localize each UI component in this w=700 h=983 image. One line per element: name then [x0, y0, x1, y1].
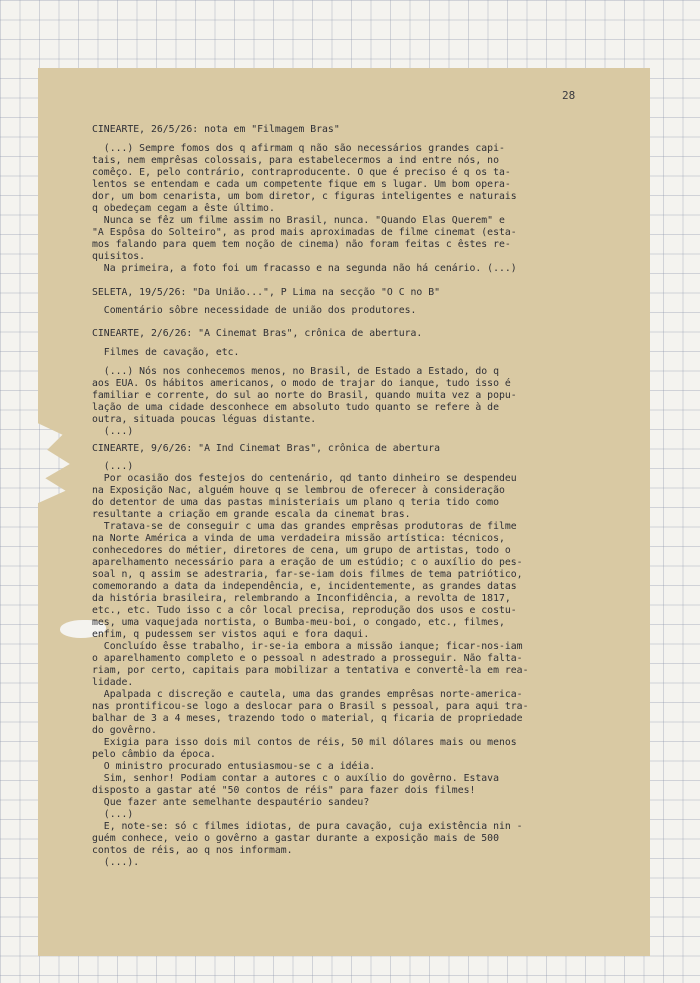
- text-line: O ministro procurado entusiasmou-se c a idéia.: [92, 761, 376, 772]
- text-line: o aparelhamento completo e o pessoal n adestrado a prosseguir. Não falta-: [92, 653, 523, 664]
- text-line: pelo câmbio da época.: [92, 749, 216, 760]
- text-line: Nunca se fêz um filme assim no Brasil, nunca. "Quando Elas Querem" e: [92, 215, 505, 226]
- text-line: do govêrno.: [92, 725, 157, 736]
- text-line: "A Espôsa do Solteiro", as prod mais aproximadas de filme cinemat (esta-: [92, 227, 517, 238]
- text-line: CINEARTE, 2/6/26: "A Cinemat Bras", crônica de abertura.: [92, 328, 423, 339]
- text-line: aparelhamento necessário para a eração de um estúdio; c o auxílio do pes-: [92, 557, 523, 568]
- text-line: Apalpada c discreção e cautela, uma das grandes emprêsas norte-america-: [92, 689, 523, 700]
- text-line: (...) Sempre fomos dos q afirmam q não são necessários grandes capi-: [92, 143, 505, 154]
- text-line: soal n, q assim se adestraria, far-se-iam dois filmes de tema patriótico,: [92, 569, 523, 580]
- text-line: SELETA, 19/5/26: "Da União...", P Lima na secção "O C no B": [92, 287, 440, 298]
- text-line: lação de uma cidade desconhece em absoluto tudo quanto se refere à de: [92, 402, 499, 413]
- text-line: Concluído êsse trabalho, ir-se-ia embora a missão ianque; ficar-nos-iam: [92, 641, 523, 652]
- text-line: etc., etc. Tudo isso c a côr local precisa, reprodução dos usos e costu-: [92, 605, 517, 616]
- text-line: resultante a criação em grande escala da cinemat bras.: [92, 509, 411, 520]
- text-line: Por ocasião dos festejos do centenário, qd tanto dinheiro se despendeu: [92, 473, 517, 484]
- text-line: mos falando para quem tem noção de cinema) não foram feitas c êstes re-: [92, 239, 511, 250]
- text-line: guém conhece, veio o govêrno a gastar durante a exposição mais de 500: [92, 833, 499, 844]
- text-line: q obedeçam cegam a êste último.: [92, 203, 275, 214]
- text-line: outra, situada poucas léguas distante.: [92, 414, 317, 425]
- text-line: comêço. E, pelo contrário, contraproducente. O que é preciso é q os ta-: [92, 167, 511, 178]
- text-line: tais, nem emprêsas colossais, para estabelecermos a ind entre nós, no: [92, 155, 499, 166]
- text-line: lentos se entendam e cada um competente fique em s lugar. Um bom opera-: [92, 179, 511, 190]
- text-line: (...): [92, 426, 134, 437]
- text-line: (...): [92, 809, 134, 820]
- text-line: na Norte América a vinda de uma verdadeira missão artística: técnicos,: [92, 533, 505, 544]
- text-line: riam, por certo, capitais para mobilizar a tentativa e convertê-la em rea-: [92, 665, 529, 676]
- text-line: nas prontificou-se logo a deslocar para o Brasil s pessoal, para aqui tra-: [92, 701, 529, 712]
- text-line: aos EUA. Os hábitos americanos, o modo de trajar do ianque, tudo isso é: [92, 378, 511, 389]
- text-line: do detentor de uma das pastas ministeriais um plano q teria tido como: [92, 497, 499, 508]
- text-line: lidade.: [92, 677, 134, 688]
- text-line: familiar e corrente, do sul ao norte do Brasil, quando muita vez a popu-: [92, 390, 517, 401]
- text-line: Sim, senhor! Podiam contar a autores c o auxílio do govêrno. Estava: [92, 773, 499, 784]
- text-line: Na primeira, a foto foi um fracasso e na segunda não há cenário. (...): [92, 263, 517, 274]
- text-line: da história brasileira, relembrando a Inconfidência, a revolta de 1817,: [92, 593, 511, 604]
- text-line: E, note-se: só c filmes idiotas, de pura cavação, cuja existência nin -: [92, 821, 523, 832]
- text-line: na Exposição Nac, alguém houve q se lembrou de oferecer à consideração: [92, 485, 505, 496]
- text-line: comemorando a data da independência, e, incidentemente, as grandes datas: [92, 581, 517, 592]
- text-line: enfim, q pudessem ser vistos aqui e fora daqui.: [92, 629, 370, 640]
- page-number: 28: [562, 89, 576, 102]
- text-line: disposto a gastar até "50 contos de réis" para fazer dois filmes!: [92, 785, 476, 796]
- text-line: Tratava-se de conseguir c uma das grandes emprêsas produtoras de filme: [92, 521, 517, 532]
- text-line: (...) Nós nos conhecemos menos, no Brasil, de Estado a Estado, do q: [92, 366, 499, 377]
- text-line: quisitos.: [92, 251, 146, 262]
- text-line: Exigia para isso dois mil contos de réis, 50 mil dólares mais ou menos: [92, 737, 517, 748]
- text-line: conhecedores do métier, diretores de cena, um grupo de artistas, todo o: [92, 545, 511, 556]
- text-line: Filmes de cavação, etc.: [92, 347, 240, 358]
- text-line: CINEARTE, 9/6/26: "A Ind Cinemat Bras", crônica de abertura: [92, 443, 440, 454]
- text-line: (...).: [92, 857, 140, 868]
- text-line: (...): [92, 461, 134, 472]
- text-line: Comentário sôbre necessidade de união dos produtores.: [92, 305, 417, 316]
- text-line: Que fazer ante semelhante despautério sandeu?: [92, 797, 370, 808]
- text-line: contos de réis, ao q nos informam.: [92, 845, 293, 856]
- text-line: dor, um bom cenarista, um bom diretor, c figuras inteligentes e naturais: [92, 191, 517, 202]
- text-line: CINEARTE, 26/5/26: nota em "Filmagem Bras": [92, 124, 340, 135]
- text-line: balhar de 3 a 4 meses, trazendo todo o material, q ficaria de propriedade: [92, 713, 523, 724]
- text-line: mes, uma vaquejada nortista, o Bumba-meu-boi, o congado, etc., filmes,: [92, 617, 505, 628]
